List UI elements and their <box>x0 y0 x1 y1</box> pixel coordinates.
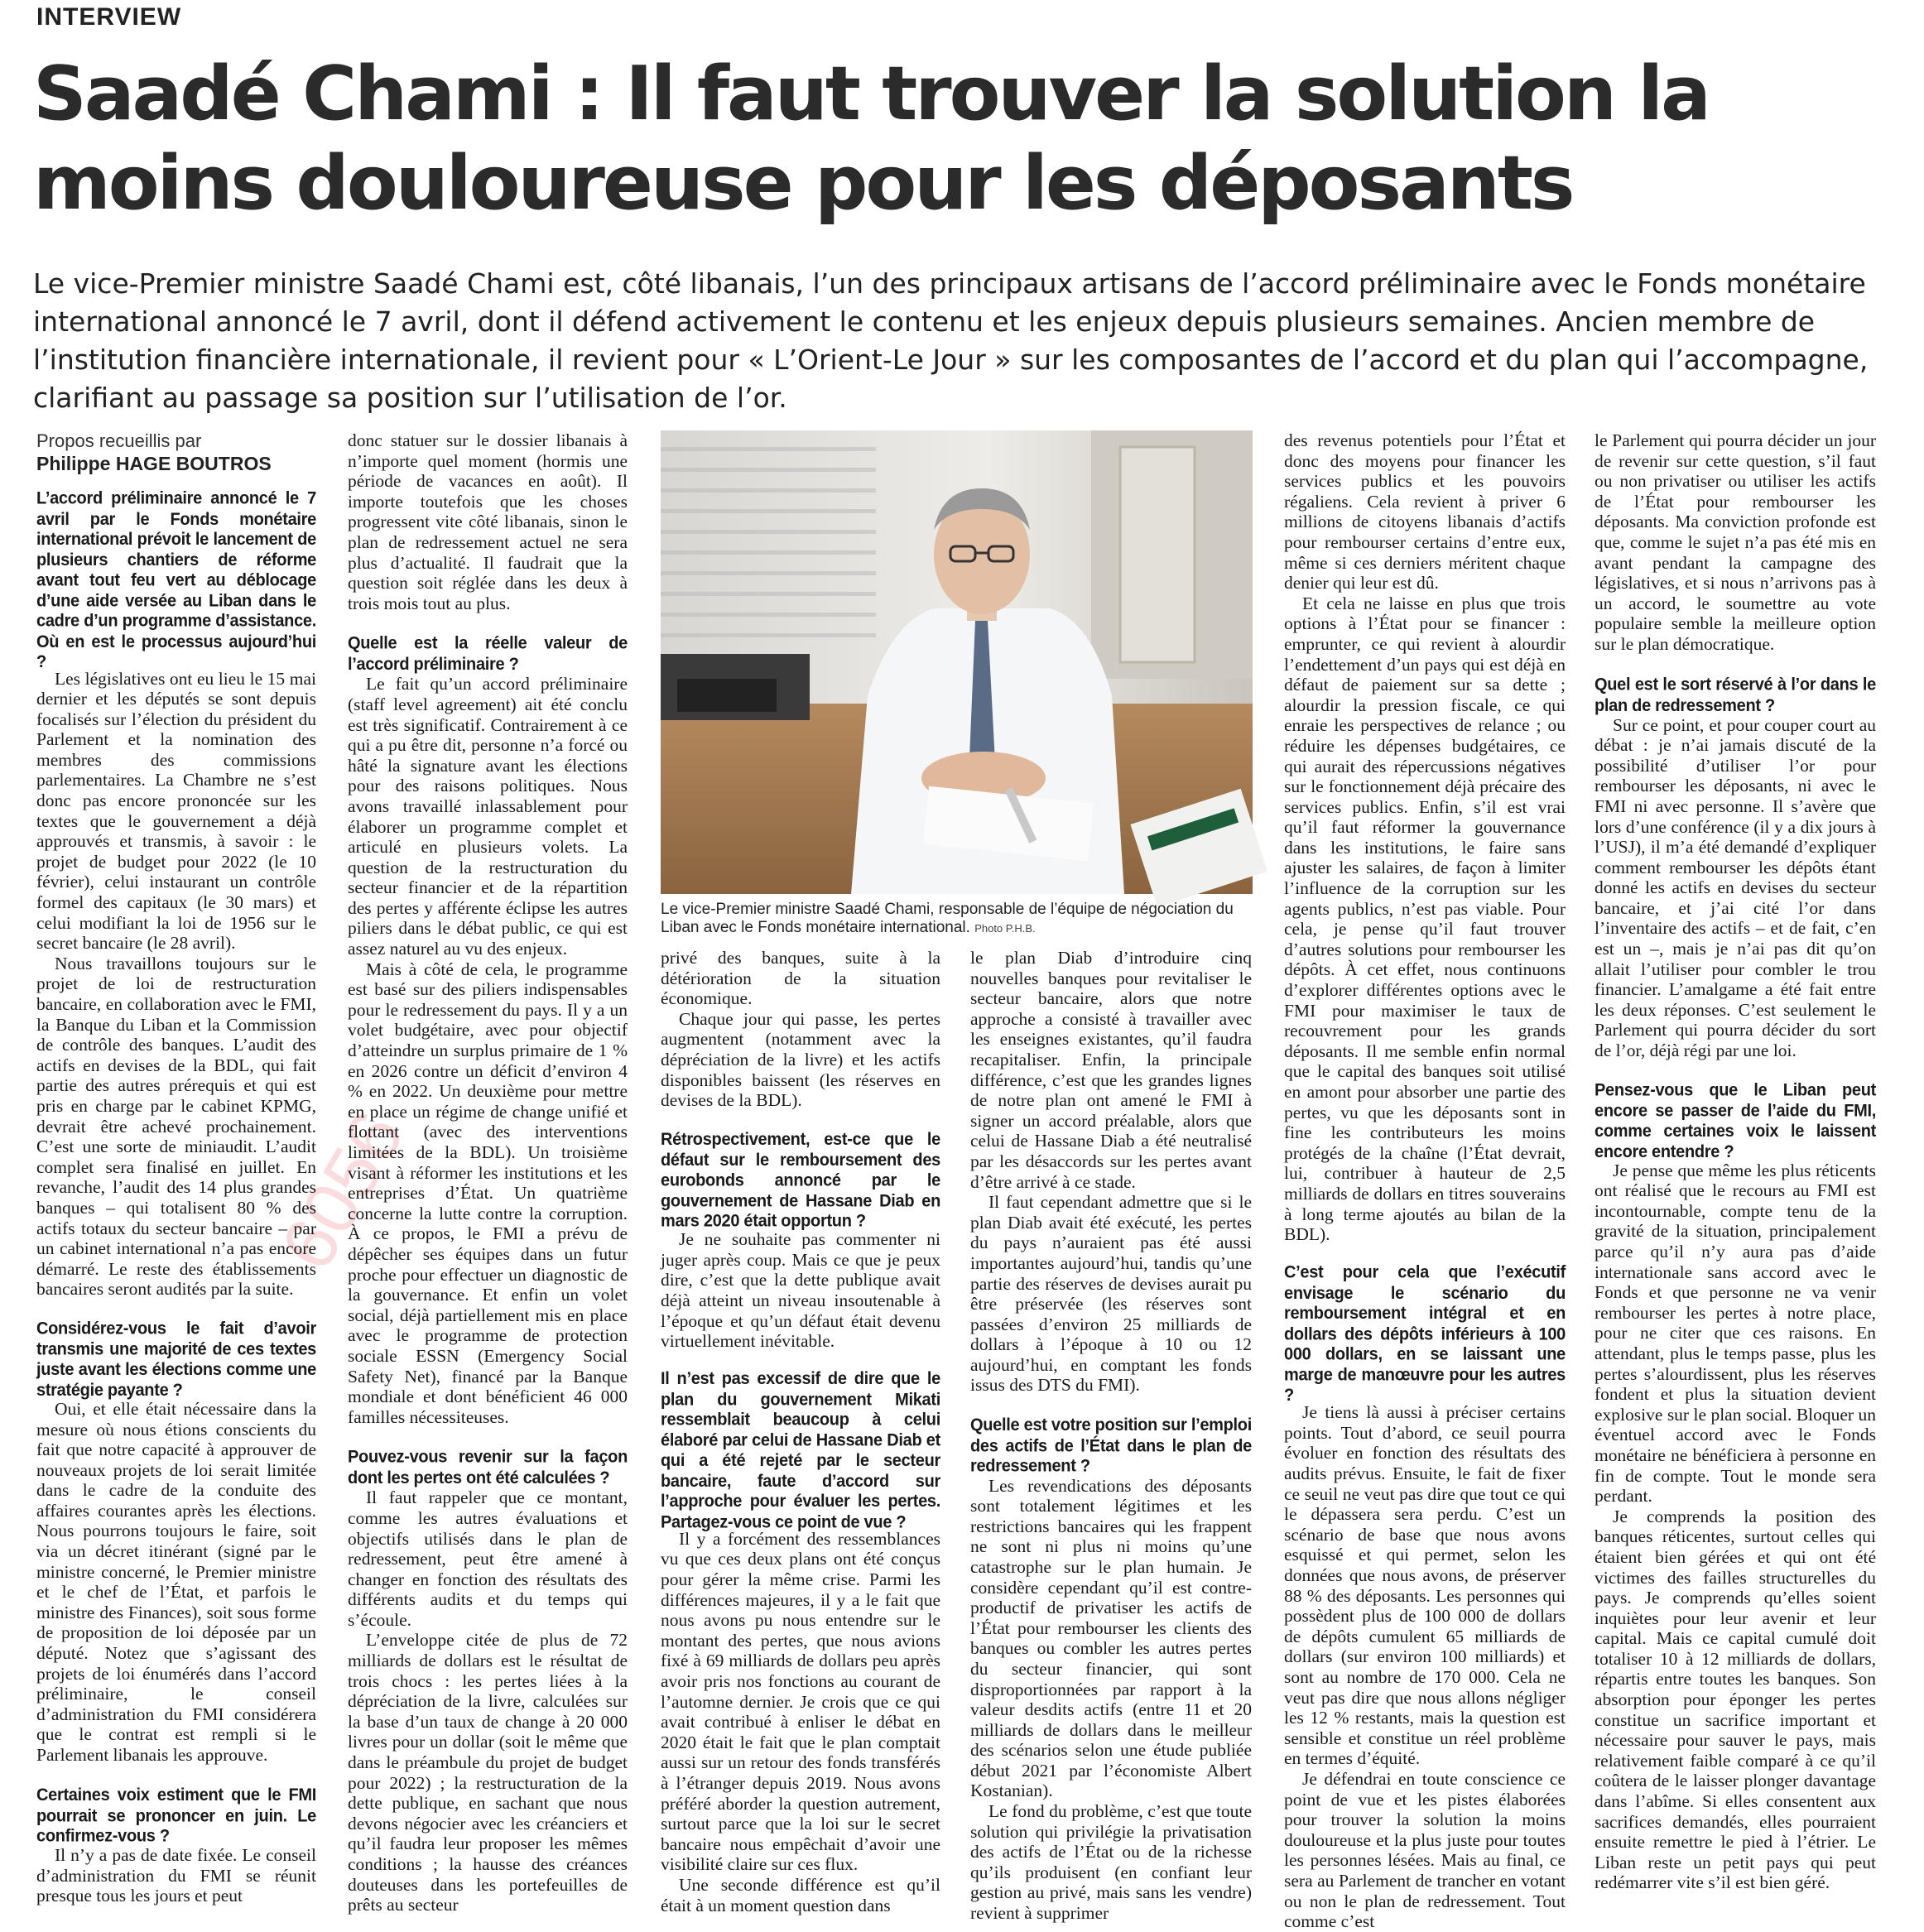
photo-caption <box>661 901 1253 938</box>
headline: Saadé Chami : Il faut trouver la solution la moins douloureuse pour les déposants <box>33 50 1709 227</box>
question-col2-4: Pouvez-vous revenir sur la façon dont les pertes ont été calculées ? <box>348 1448 628 1487</box>
caption-text: Le vice-Premier ministre Saadé Chami, responsable de l’équipe de négociation du Liban avec le Fonds monétaire international. <box>661 901 1234 936</box>
answer-paragraph-col5-1: Et cela ne laisse en plus que trois options à l’État pour se financer : emprunter, ce qui revient à alourdir l’endettement d’un pays qui est déjà en défaut de paiement sur sa dette ; alourdir la pression fiscale, ce qui enraie les perspectives de relance ; ou réduire les dépenses budgétaires, ce qui aurait des répercussions négatives sur le fonctionnement déjà précaire des services publics. Enfin, s’il est vrai qu’il faut réformer la gouvernance dans les institutions, le faire sans ajuster les salaires, de façon à limiter l’influence de la corruption sur les agents publics, n’est pas viable. Pour cela, je pense qu’il faut trouver d’autres solutions pour rembourser les dépôts. À cet effet, nous continuons d’explorer différentes options avec le FMI pour maximiser le taux de recouvrement pour les grands déposants. Il me semble enfin normal que le capital des banques soit utilisé en amont pour absorber une partie des pertes, vu que les déposants sont in fine les contributeurs les moins protégés de la chaîne (l’État devrait, lui, contribuer à hauteur de 2,5 milliards de dollars en titres souverains à long terme ajoutés au bilan de la BDL). <box>1284 593 1566 1245</box>
answer-paragraph-col2-3: Mais à côté de cela, le programme est basé sur des piliers indispensables pour le redressement du pays. Il y a un volet budgétaire, avec pour objectif d’atteindre un surplus primaire de 1 % en 2026 contre un déficit d’environ 4 % en 2022. Un deuxième pour mettre en place un régime de change unifié et flottant (avec des interventions limitées de la BDL). Un troisième visant à réformer les institutions et les entreprises d’État. Un quatrième concerne la lutte contre la corruption. À ce propos, le FMI a prévu de dépêcher ses équipes dans un futur proche pour effectuer un diagnostic de la gouvernance. Et enfin un volet social, déjà partiellement mis en place avec le programme de protection sociale ESSN (Emergency Social Safety Net), financé par la Banque mondiale et dont bénéficient 46 000 familles nécessiteuses. <box>348 959 628 1427</box>
answer-paragraph-col1-6: Il n’y a pas de date fixée. Le conseil d’administration du FMI se réunit presque tous les jours et peut <box>36 1845 316 1906</box>
article-column-4 <box>970 948 1252 1924</box>
answer-paragraph-col4-3: Les revendications des déposants sont totalement légitimes et les restrictions bancaires qui les frappent ne sont ni plus ni moins qu’une catastrophe sur le plan humain. Je considère cependant qu’il est contre-productif de privatiser les actifs de l’État pour rembourser les clients des banques ou combler les autres pertes du secteur financier, qui sont disproportionnées par rapport à la valeur desdits actifs (entre 11 et 20 milliards de dollars dans le meilleur des scénarios selon une étude publiée début 2021 par l’économiste Albert Kostanian). <box>970 1475 1252 1801</box>
answer-paragraph-col2-6: L’enveloppe citée de plus de 72 milliards de dollars est le résultat de trois chocs : les pertes liées à la dépréciation de la livre, calculées sur la base d’un taux de change à 20 000 livres pour un dollar (soit le même que dans le préambule du projet de budget pour 2022) ; la restructuration de la dette publique, en sachant que nous devons négocier avec les créanciers et qu’il faudra leur proposer les mêmes conditions ; la hausse des créances douteuses dans les portefeuilles de prêts au secteur <box>348 1630 628 1915</box>
photo-credit: Photo P.H.B. <box>974 922 1036 935</box>
answer-paragraph-col3-1: Chaque jour qui passe, les pertes augmentent (notamment avec la dépréciation de la livre) et les actifs disponibles baissent (les réserves en devises de la BDL). <box>661 1008 940 1111</box>
answer-paragraph-col6-4: Je pense que même les plus réticents ont réalisé que le recours au FMI est incontournable, compte tenu de la gravité de la situation, principalement parce qu’il n’y aura pas d’aide internationale sans accord avec le Fonds et que personne ne va venir rembourser les pertes à notre place, pour ne citer que ces raisons. En attendant, plus le temps passe, plus les pertes s’alourdissent, plus les réserves fondent et plus la situation devient explosive sur le plan social. Bloquer un éventuel accord avec le Fonds monétaire ne bénéficiera à personne en fin de compte. Tout le monde sera perdant. <box>1595 1160 1876 1507</box>
answer-paragraph-col6-2: Sur ce point, et pour couper court au débat : je n’ai jamais discuté de la possibilité d’utiliser l’or pour rembourser les déposants, ni avec le FMI ni avec personne. Il s’avère que lors d’une conférence (il y a dix jours à l’USJ), il m’a été demandé d’expliquer comment rembourser les dépôts étant donné les actifs en devises du secteur bancaire, et j’ai cité l’or dans l’inventaire des actifs – et de fait, c’en est un –, mais je n’ai pas dit qu’on allait l’utiliser pour combler le trou financier. L’amalgame a été fait entre les deux réponses. C’est seulement le Parlement qui pourra décider du sort de l’or, déjà régi par une loi. <box>1595 714 1876 1061</box>
answer-paragraph-col1-1: Les législatives ont eu lieu le 15 mai dernier et les députés se sont depuis focalisés sur l’élection du président du Parlement et la nomination des membres des commissions parlementaires. La Chambre ne s’est donc pas encore prononcée sur les textes que le gouvernement a déjà approuvés et transmis, à savoir : le projet de budget pour 2022 (le 10 février), celui instaurant un contrôle formel des capitaux (le 30 mars) et celui modifiant la loi de 1956 sur le secret bancaire (le 28 avril). <box>36 668 316 954</box>
byline-name: Philippe HAGE BOUTROS <box>36 453 272 474</box>
answer-paragraph-col2-2: Le fait qu’un accord préliminaire (staff level agreement) ait été conclu est très significatif. Contrairement à ce qui a pu être dit, personne n’a forcé ou hâté la signature avant les élections pour des raisons politiques. Nous avons travaillé inlassablement pour élaborer un programme complet et articulé en plusieurs volets. La question de la restructuration du secteur financier et de la répartition des pertes y afférente éclipse les autres piliers dans le débat public, ce qui est assez naturel au vu des enjeux. <box>348 674 628 959</box>
answer-paragraph-col5-4: Je défendrai en toute conscience ce point de vue et les pistes élaborées pour trouver la solution la moins douloureuse et la plus juste pour toutes les personnes lésées. Mais au final, ce sera au Parlement de trancher en votant ou non le plan de redressement. Tout comme c’est <box>1284 1768 1566 1932</box>
section-label: INTERVIEW <box>36 3 182 31</box>
question-col6-1: Quel est le sort réservé à l’or dans le plan de redressement ? <box>1595 675 1876 715</box>
question-col6-3: Pensez-vous que le Liban peut encore se passer de l’aide du FMI, comme certaines voix le laissent encore entendre ? <box>1595 1080 1876 1161</box>
question-col4-2: Quelle est votre position sur l’emploi des actifs de l’État dans le plan de redressement ? <box>970 1415 1252 1476</box>
continued-paragraph-col4: le plan Diab d’introduire cinq nouvelles banques pour revitaliser le secteur bancaire, alors que notre approche a consisté à travailler avec les enseignes existantes, qu’il faudra recapitaliser. Enfin, la principale différence, c’est que les grandes lignes de notre plan ont amené le FMI à signer un accord préalable, alors que celui de Hassane Diab a été neutralisé par les désaccords sur les pertes avant d’être arrivé à ce stade. <box>970 948 1252 1192</box>
continued-paragraph-col5: des revenus potentiels pour l’État et donc des moyens pour financer les services publics et les pouvoirs régaliens. Cela revient à priver 6 millions de citoyens libanais d’actifs pour rembourser certains d’entre eux, même si ces derniers méritent chaque denier qui leur est dû. <box>1284 430 1566 594</box>
article-column-6 <box>1595 430 1876 1893</box>
answer-paragraph-col5-3: Je tiens là aussi à préciser certains points. Tout d’abord, ce seuil pourra évoluer en fonction des résultats des audits prévus. Ensuite, le fait de fixer ce seuil ne veut pas dire que tout ce qui le dépassera sera perdu. C’est un scénario de base que nous avons esquissé et qui permet, selon les données que nous avons, de préserver 88 % des déposants. Les personnes qui possèdent plus de 100 000 de dollars de dépôts cumulent 65 milliards de dollars (sur environ 100 milliards) et sont au nombre de 170 000. Cela ne veut pas dire que nous allons négliger les 12 % restants, mais la question est sensible et constitue un réel problème en termes d’équité. <box>1284 1402 1566 1769</box>
watermark: 6056 <box>265 1098 421 1284</box>
photo-illustration <box>661 430 1253 894</box>
answer-paragraph-col4-4: Le fond du problème, c’est que toute solution qui privilégie la privatisation des actifs de l’État ou de la richesse qu’ils produisent (en confiant leur gestion au privé, mais sans les vendre) revient à supprimer <box>970 1801 1252 1924</box>
answer-paragraph-col3-5: Il y a forcément des ressemblances vu que ces deux plans ont été conçus pour gérer la même crise. Parmi les différences majeures, il y a le fait que nous avons pu nous entendre sur le montant des pertes, que nous avions fixé à 69 milliards de dollars peu après avoir pris nos fonctions au courant de l’automne dernier. Je crois que ce qui avait contribué à enliser le débat en 2020 était le fait que le plan comptait aussi sur un retour des fonds transférés à l’étranger depuis 2019. Nous avons préféré aborder la question autrement, surtout parce que la loi sur le secret bancaire nous empêchait d’avoir une visibilité claire sur ces flux. <box>661 1528 940 1875</box>
question-col2-1: Quelle est la réelle valeur de l’accord préliminaire ? <box>348 634 628 674</box>
question-col1-5: Certaines voix estiment que le FMI pourrait se prononcer en juin. Le confirmez-vous ? <box>36 1785 316 1846</box>
chapeau: Le vice-Premier ministre Saadé Chami est, côté libanais, l’un des principaux artisans de l’accord préliminaire avec le Fonds monétaire international annoncé le 7 avril, dont il défend activement le contenu et les enjeux depuis plusieurs semaines. Ancien membre de l’institution financière internationale, il revient pour « L’Orient-Le Jour » sur les composantes de l’accord et du plan qui l’accompagne, clarifiant au passage sa position sur l’utilisation de l’or. <box>33 267 1869 414</box>
answer-paragraph-col1-2: Nous travaillons toujours sur le projet de loi de restructuration bancaire, en collaboration avec le FMI, la Banque du Liban et la Commission de contrôle des banques. L’audit des actifs en devises de la BDL, qui fait partie des autres prérequis et qui est pris en charge par le cabinet KPMG, devrait être achevé prochainement. C’est une sorte de miniaudit. L’audit complet sera finalisé en juillet. En revanche, l’audit des 14 plus grandes banques – qui totalisent 80 % des actifs totaux du secteur bancaire – par un cabinet international n’a pas encore démarré. Le reste des établissements bancaires seront audités par la suite. <box>36 953 316 1300</box>
article-column-5 <box>1284 430 1566 1932</box>
answer-paragraph-col3-6: Une seconde différence est qu’il était à un moment question dans <box>661 1874 940 1915</box>
answer-paragraph-col6-5: Je comprends la position des banques réticentes, surtout celles qui étaient bien gérées et qui ont été victimes des failles structurelles du pays. Je comprends qu’elles soient inquiètes pour leur avenir et leur capital. Mais ce capital cumulé doit totaliser 10 à 12 milliards de dollars, répartis entre toutes les banques. Son absorption pour éponger les pertes constitue un sacrifice important et nécessaire pour sauver le pays, mais relativement faible comparé à ce qu’il coûtera de le laisser plonger davantage dans l’abîme. Si elles consentent aux sacrifices demandés, elles pourraient ensuite remettre le pied à l’étrier. Le Liban reste un petit pays qui peut redémarrer vite s’il est bien géré. <box>1595 1506 1876 1893</box>
question-col1-3: Considérez-vous le fait d’avoir transmis une majorité de ces textes juste avant les élections comme une stratégie payante ? <box>36 1319 316 1400</box>
question-col5-2: C’est pour cela que l’exécutif envisage le scénario du remboursement intégral et en dollars des dépôts inférieurs à 100 000 dollars, en se laissant une marge de manœuvre pour les autres ? <box>1284 1262 1566 1405</box>
byline-label: Propos recueillis par <box>36 430 202 451</box>
answer-paragraph-col3-3: Je ne souhaite pas commenter ni juger après coup. Mais ce que je peux dire, c’est que la dette publique avait déjà atteint un niveau insoutenable à l’époque et qu’un défaut était devenu virtuellement inévitable. <box>661 1229 940 1352</box>
continued-paragraph-col6: le Parlement qui pourra décider un jour de revenir sur cette question, s’il faut ou non privatiser ou utiliser les actifs de l’État pour rembourser les déposants. Ma conviction profonde est que, comme le sujet n’a pas été mis en avant pendant la campagne des législatives, et si nous n’arrivons pas à un accord, le soumettre au vote populaire semble la meilleure option sur le plan démocratique. <box>1595 430 1876 654</box>
question-col1-0: L’accord préliminaire annoncé le 7 avril par le Fonds monétaire international prévoit le lancement de plusieurs chantiers de réforme avant tout feu vert au déblocage d’une aide versée au Liban dans le cadre d’un programme d’assistance. Où en est le processus aujourd’hui ? <box>36 488 316 672</box>
answer-paragraph-col4-1: Il faut cependant admettre que si le plan Diab avait été exécuté, les pertes du pays n’auraient pas été aussi importantes aujourd’hui, tandis qu’une partie des réserves de devises aurait pu être préservée (les réserves sont passées d’environ 25 milliards de dollars à l’époque à 10 ou 12 aujourd’hui, en comptant les fonds issus des DTS du FMI). <box>970 1192 1252 1396</box>
interview-photo <box>661 430 1253 894</box>
article-column-2 <box>348 430 628 1915</box>
answer-paragraph-col2-5: Il faut rappeler que ce montant, comme les autres évaluations et objectifs utilisés dans le plan de redressement, peut être amené à changer en fonction des résultats des différents audits et du temps qui s’écoule. <box>348 1487 628 1630</box>
question-col3-2: Rétrospectivement, est-ce que le défaut sur le remboursement des eurobonds annoncé par le gouvernement de Hassane Diab en mars 2020 était opportun ? <box>661 1129 940 1231</box>
continued-paragraph-col3: privé des banques, suite à la détérioration de la situation économique. <box>661 948 940 1009</box>
answer-paragraph-col1-4: Oui, et elle était nécessaire dans la mesure où nous étions conscients du fait que notre capacité à approuver de nouveaux projets de loi serait limitée dans le cadre de la conduite des affaires courantes après les élections. Nous pourrons toujours le faire, soit via un décret itinérant (signé par le ministre concerné, le Premier ministre et le chef de l’État, et parfois le ministre des Finances), soit sous forme de proposition de loi déposée par un député. Notez que s’agissant des projets de loi énumérés dans l’accord préliminaire, le conseil d’administration du FMI considérera que le contrat est rempli si le Parlement libanais les approuve. <box>36 1398 316 1765</box>
question-col3-4: Il n’est pas excessif de dire que le plan du gouvernement Mikati ressemblait beaucoup à celui élaboré par celui de Hassane Diab et qui a été rejeté par le secteur bancaire, faute d’accord sur l’approche pour évaluer les pertes. Partagez-vous ce point de vue ? <box>661 1369 940 1531</box>
continued-paragraph-col2: donc statuer sur le dossier libanais à n’importe quel moment (hormis une période de vacances en août). Il importe toutefois que les choses progressent vite côté libanais, sinon le plan de redressement actuel ne sera plus d’actualité. Il faudrait que la question soit réglée dans les deux à trois mois tout au plus. <box>348 430 628 613</box>
article-column-3 <box>661 948 940 1915</box>
article-column-1 <box>36 430 316 1906</box>
